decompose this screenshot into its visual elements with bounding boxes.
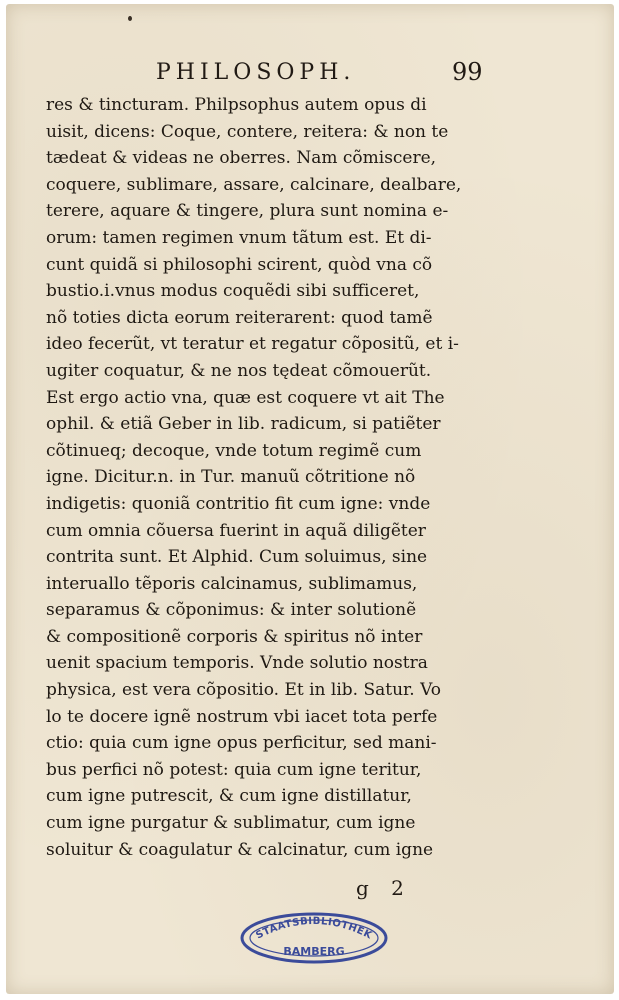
running-head: PHILOSOPH. (156, 60, 356, 85)
text-line: bus perfici nõ potest: quia cum igne teritur, (46, 759, 422, 780)
library-stamp (238, 910, 390, 966)
text-line: uisit, dicens: Coque, contere, reitera: & non te (46, 121, 449, 142)
stamp-line2: BAMBERG (283, 945, 345, 958)
text-line: coquere, sublimare, assare, calcinare, dealbare, (46, 174, 462, 195)
stamp-seal-icon (238, 910, 390, 966)
text-line: cunt quidã si philosophi scirent, quòd vna cõ (46, 254, 433, 275)
text-line: cum igne purgatur & sublimatur, cum igne (46, 813, 416, 834)
page-header (6, 60, 614, 90)
text-line: nõ toties dicta eorum reiterarent: quod tamẽ (46, 307, 433, 328)
signature-mark: g 2 (356, 876, 412, 900)
text-line: interuallo tẽporis calcinamus, sublimamus, (46, 573, 418, 594)
text-line: ideo fecerũt, vt teratur et regatur cõpositũ, et i- (46, 334, 459, 355)
text-line: cum omnia cõuersa fuerint in aquã diligẽter (46, 520, 426, 541)
text-line: res & tincturam. Philpsophus autem opus di (46, 95, 427, 115)
text-line: tædeat & videas ne oberres. Nam cõmiscere, (46, 148, 437, 169)
text-line: Est ergo actio vna, quæ est coquere vt ait The (46, 387, 445, 408)
book-page (6, 4, 614, 994)
text-line: cum igne putrescit, & cum igne distillatur, (46, 786, 412, 807)
page-number: 99 (452, 58, 483, 86)
text-line: indigetis: quoniã contritio fit cum igne: vnde (46, 493, 431, 514)
body-text (46, 92, 498, 863)
text-line: uenit spacium temporis. Vnde solutio nostra (46, 653, 428, 674)
text-line: igne. Dicitur.n. in Tur. manuũ cõtritione nõ (46, 467, 416, 488)
text-line: ctio: quia cum igne opus perficitur, sed mani- (46, 733, 437, 754)
stamp-line1: STAATSBIBLIOTHEK (254, 915, 374, 942)
text-line: lo te docere ignẽ nostrum vbi iacet tota perfe (46, 706, 438, 727)
text-line: contrita sunt. Et Alphid. Cum soluimus, sine (46, 547, 428, 568)
text-line: separamus & cõponimus: & inter solutionẽ (46, 600, 417, 621)
text-line: cõtinueq; decoque, vnde totum regimẽ cum (46, 440, 422, 461)
text-line: bustio.i.vnus modus coquẽdi sibi sufficeret, (46, 281, 420, 302)
text-line: soluitur & coagulatur & calcinatur, cum igne (46, 839, 434, 860)
text-line: terere, aquare & tingere, plura sunt nomina e- (46, 201, 449, 222)
text-line: ophil. & etiã Geber in lib. radicum, si patiẽter (46, 414, 441, 435)
text-line: physica, est vera cõpositio. Et in lib. Satur. Vo (46, 680, 442, 701)
text-line: & compositionẽ corporis & spiritus nõ inter (46, 626, 423, 647)
text-line: orum: tamen regimen vnum tãtum est. Et di- (46, 227, 432, 248)
text-line: ugiter coquatur, & ne nos tędeat cõmouerũt. (46, 360, 432, 381)
ink-speck (128, 16, 132, 21)
